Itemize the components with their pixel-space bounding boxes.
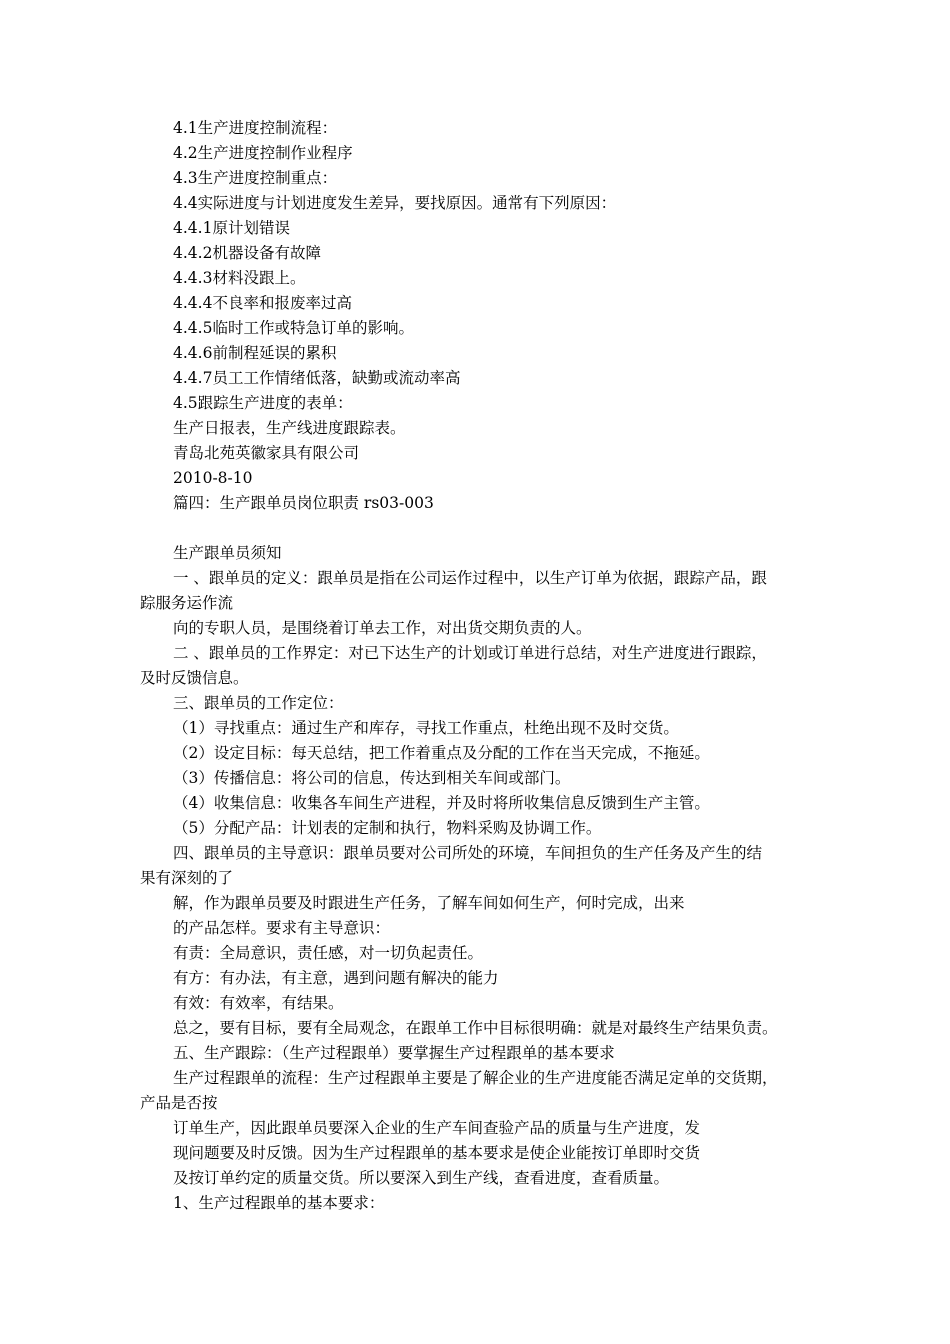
- text-line: 青岛北苑英徽家具有限公司: [173, 444, 360, 462]
- text-line: 向的专职人员，是围绕着订单去工作，对出货交期负责的人。: [173, 619, 592, 637]
- text-line: 4.4.3材料没跟上。: [173, 269, 306, 287]
- text-line: 有效：有效率，有结果。: [173, 994, 344, 1012]
- text-line: 4.4.2机器设备有故障: [173, 244, 321, 262]
- text-line: 4.4.6前制程延误的累积: [173, 344, 337, 362]
- text-line: 2010-8-10: [173, 469, 253, 487]
- text-line: 一 、跟单员的定义：跟单员是指在公司运作过程中，以生产订单为依据，跟踪产品，跟: [173, 569, 767, 587]
- text-line: 及时反馈信息。: [140, 669, 249, 687]
- text-line: 4.3生产进度控制重点：: [173, 169, 338, 187]
- text-line: 三、跟单员的工作定位：: [173, 694, 344, 712]
- text-line: 四、跟单员的主导意识：跟单员要对公司所处的环境，车间担负的生产任务及产生的结: [173, 844, 763, 862]
- text-line: 4.4.4不良率和报废率过高: [173, 294, 352, 312]
- text-line: 4.2生产进度控制作业程序: [173, 144, 353, 162]
- text-line: 4.4.7员工工作情绪低落，缺勤或流动率高: [173, 369, 461, 387]
- text-line: 五、生产跟踪：（生产过程跟单）要掌握生产过程跟单的基本要求: [173, 1044, 615, 1062]
- text-line: 总之，要有目标，要有全局观念，在跟单工作中目标很明确：就是对最终生产结果负责。: [173, 1019, 778, 1037]
- text-line: 4.5跟踪生产进度的表单：: [173, 394, 353, 412]
- text-line: 4.4.5临时工作或特急订单的影响。: [173, 319, 414, 337]
- text-line: 二 、跟单员的工作界定：对已下达生产的计划或订单进行总结，对生产进度进行跟踪，: [173, 644, 767, 662]
- text-line: 现问题要及时反馈。因为生产过程跟单的基本要求是使企业能按订单即时交货: [173, 1144, 701, 1162]
- text-line: 4.4实际进度与计划进度发生差异，要找原因。通常有下列原因：: [173, 194, 617, 212]
- text-line: 果有深刻的了: [140, 869, 234, 887]
- text-line: 订单生产，因此跟单员要深入企业的生产车间查验产品的质量与生产进度，发: [173, 1119, 701, 1137]
- text-line: 4.4.1原计划错误: [173, 219, 290, 237]
- text-line: 产品是否按: [140, 1094, 218, 1112]
- text-line: （2）设定目标：每天总结，把工作着重点及分配的工作在当天完成，不拖延。: [173, 744, 710, 762]
- text-line: 生产过程跟单的流程：生产过程跟单主要是了解企业的生产进度能否满足定单的交货期，: [173, 1069, 778, 1087]
- text-line: （1）寻找重点：通过生产和库存，寻找工作重点，杜绝出现不及时交货。: [173, 719, 679, 737]
- text-line: 有责：全局意识，责任感，对一切负起责任。: [173, 944, 484, 962]
- text-line: 1、生产过程跟单的基本要求：: [173, 1194, 385, 1212]
- text-line: 的产品怎样。要求有主导意识：: [173, 919, 391, 937]
- text-line: 踪服务运作流: [140, 594, 234, 612]
- text-line: （5）分配产品：计划表的定制和执行，物料采购及协调工作。: [173, 819, 602, 837]
- text-line: 及按订单约定的质量交货。所以要深入到生产线，查看进度，查看质量。: [173, 1169, 670, 1187]
- text-line: 解，作为跟单员要及时跟进生产任务，了解车间如何生产，何时完成，出来: [173, 894, 685, 912]
- section-heading: 生产跟单员须知: [173, 544, 282, 562]
- text-line: 有方：有办法，有主意，遇到问题有解决的能力: [173, 969, 499, 987]
- text-line: 生产日报表，生产线进度跟踪表。: [173, 419, 406, 437]
- text-line: 4.1生产进度控制流程：: [173, 119, 338, 137]
- text-line: （3）传播信息：将公司的信息，传达到相关车间或部门。: [173, 769, 571, 787]
- text-line: （4）收集信息：收集各车间生产进程，并及时将所收集信息反馈到生产主管。: [173, 794, 710, 812]
- text-line: 篇四：生产跟单员岗位职责 rs03-003: [173, 494, 434, 512]
